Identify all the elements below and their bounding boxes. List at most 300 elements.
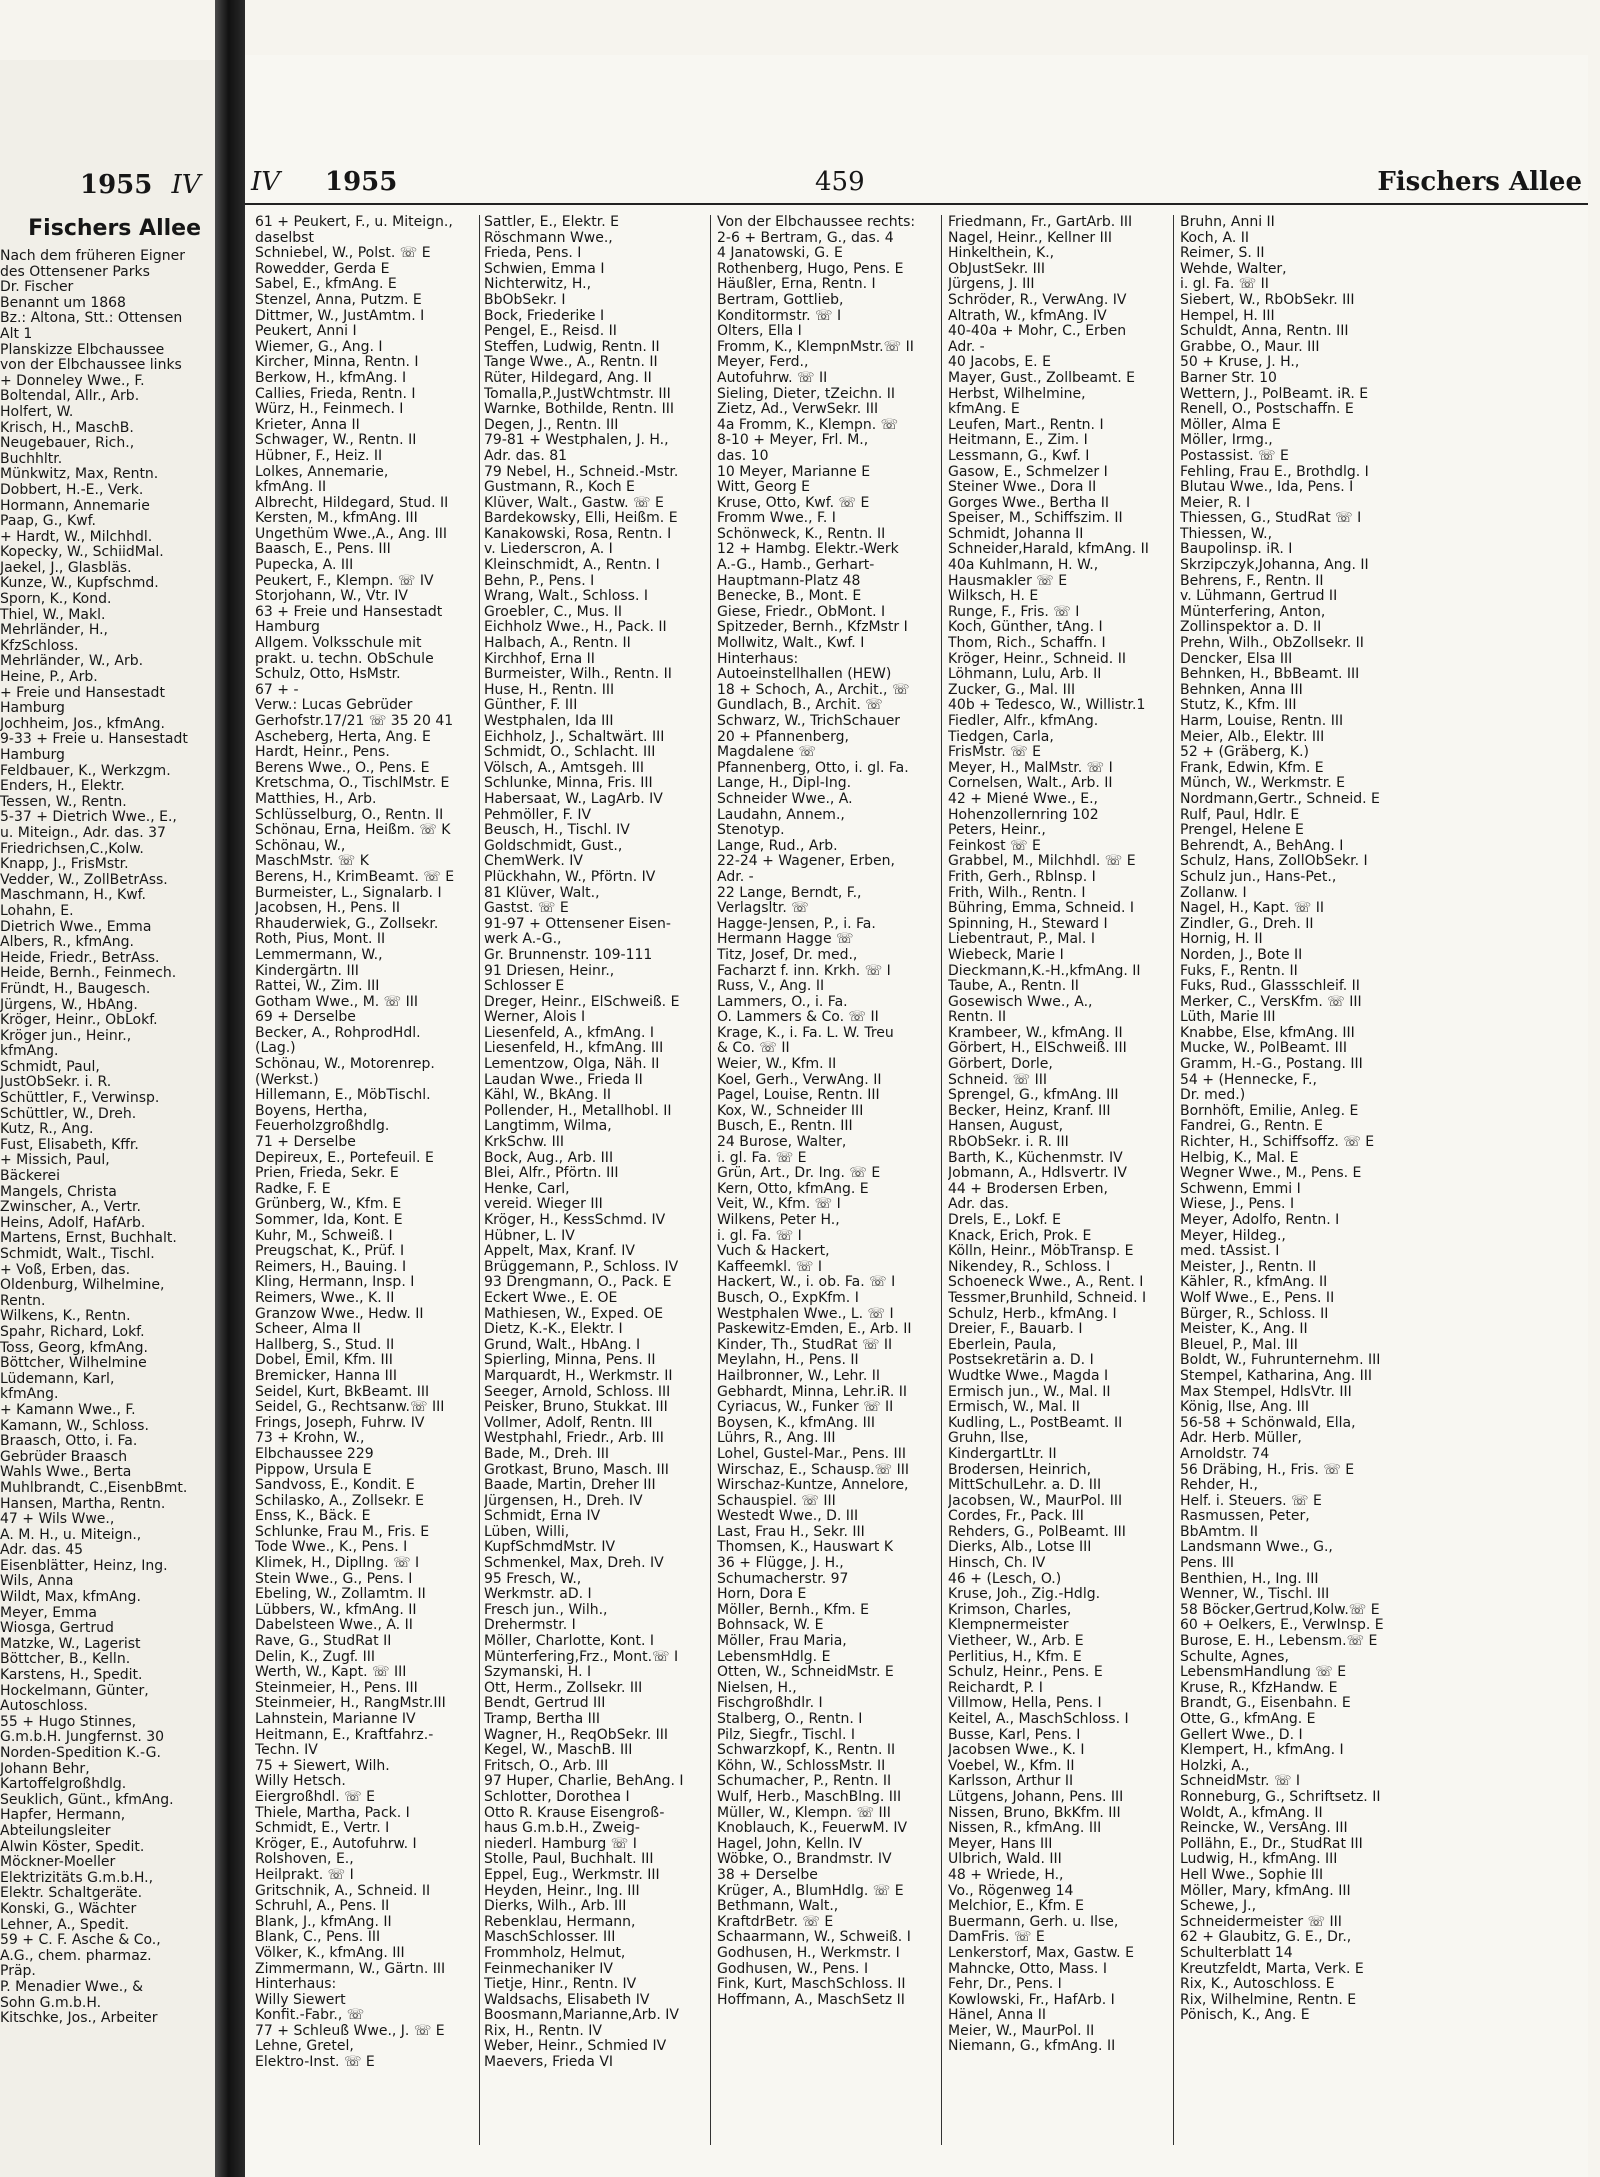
directory-entry: Nichterwitz, H., bbox=[484, 277, 592, 293]
directory-entry: Rulf, Paul, Hdlr. E bbox=[1180, 807, 1300, 823]
directory-entry: Schruhl, A., Pens. II bbox=[255, 1899, 390, 1915]
directory-entry: Peukert, F., Klempn. ☏ IV bbox=[255, 573, 434, 589]
directory-entry: Blank, C., Pens. III bbox=[255, 1930, 381, 1946]
directory-entry: Goldschmidt, Gust., bbox=[484, 838, 623, 854]
directory-entry: 61 + Peukert, F., u. Miteign., bbox=[255, 215, 453, 230]
directory-entry: Schulte, Agnes, bbox=[1180, 1649, 1289, 1665]
directory-entry: Hauptmann-Platz 48 bbox=[717, 573, 861, 589]
directory-entry: Hoffmann, A., MaschSetz II bbox=[717, 1992, 905, 2008]
directory-entry: Wrang, Walt., Schloss. I bbox=[484, 589, 648, 605]
directory-entry: Lüth, Marie III bbox=[1180, 1010, 1276, 1026]
directory-entry: Last, Frau H., Sekr. III bbox=[717, 1524, 865, 1540]
directory-entry: Gramm, H.-G., Postang. III bbox=[1180, 1057, 1363, 1073]
directory-entry: 4 Janatowski, G. E bbox=[717, 246, 843, 262]
left-entry-line: 55 + Hugo Stinnes, bbox=[0, 1714, 137, 1730]
left-entry-line: Braasch, Otto, i. Fa. bbox=[0, 1434, 138, 1450]
directory-entry: Behrens, F., Rentn. II bbox=[1180, 573, 1324, 589]
directory-entry: Möller, Charlotte, Kont. I bbox=[484, 1634, 655, 1650]
directory-entry: Frith, Gerh., Rblnsp. I bbox=[948, 869, 1096, 885]
left-entry-line: Gebrüder Braasch bbox=[0, 1449, 128, 1465]
directory-entry: Cyriacus, W., Funker ☏ II bbox=[717, 1400, 894, 1416]
directory-entry: Schlosser E bbox=[484, 979, 565, 995]
directory-entry: Henke, Carl, bbox=[484, 1181, 570, 1197]
directory-entry: Dabelsteen Wwe., A. II bbox=[255, 1618, 413, 1634]
directory-entry: Laudan Wwe., Frieda II bbox=[484, 1072, 643, 1088]
directory-entry: Kircher, Minna, Rentn. I bbox=[255, 355, 419, 371]
directory-entry: 20 + Pfannenberg, bbox=[717, 729, 849, 745]
directory-entry: Dittmer, W., JustAmtm. I bbox=[255, 308, 425, 324]
left-entry-line: Mehrländer, W., Arb. bbox=[0, 654, 144, 670]
left-entry-line: P. Menadier Wwe., & bbox=[0, 1979, 144, 1995]
directory-entry: Günther, F. III bbox=[484, 698, 578, 714]
directory-entry: SchneidMstr. ☏ I bbox=[1180, 1774, 1301, 1790]
directory-entry: Horn, Dora E bbox=[717, 1587, 807, 1603]
directory-entry: 97 Huper, Charlie, BehAng. I bbox=[484, 1774, 684, 1790]
directory-entry: Huse, H., Rentn. III bbox=[484, 682, 615, 698]
directory-entry: Westedt Wwe., D. III bbox=[717, 1509, 859, 1525]
left-entry-line: Jochheim, Jos., kfmAng. bbox=[0, 716, 165, 732]
right-page bbox=[245, 55, 1588, 2177]
directory-entry: Benthien, H., Ing. III bbox=[1180, 1571, 1319, 1587]
directory-entry: Dieckmann,K.-H.,kfmAng. II bbox=[948, 963, 1141, 979]
directory-entry: Wettern, J., PolBeamt. iR. E bbox=[1180, 386, 1369, 402]
left-entry-line: Wiosga, Gertrud bbox=[0, 1621, 114, 1637]
left-entry-line: Feldbauer, K., Werkzgm. bbox=[0, 763, 171, 779]
directory-entry: Dobel, Emil, Kfm. III bbox=[255, 1353, 393, 1369]
directory-entry: Autoeinstellhallen (HEW) bbox=[717, 667, 892, 683]
left-entry-line: Spahr, Richard, Lokf. bbox=[0, 1324, 145, 1340]
directory-entry: Postassist. ☏ E bbox=[1180, 448, 1289, 464]
directory-entry: Zollinspektor a. D. II bbox=[1180, 620, 1322, 636]
directory-entry: Schuldt, Anna, Rentn. III bbox=[1180, 324, 1349, 340]
directory-entry: Hinkelthein, K., bbox=[948, 246, 1055, 262]
directory-entry: Bornhöft, Emilie, Anleg. E bbox=[1180, 1103, 1359, 1119]
left-entry-line: Buchhltr. bbox=[0, 451, 63, 467]
directory-entry: Meier, W., MaurPol. II bbox=[948, 2023, 1095, 2039]
directory-entry: Dierks, Wilh., Arb. III bbox=[484, 1899, 627, 1915]
directory-column-4 bbox=[948, 215, 1174, 2145]
directory-entry: Tiedgen, Carla, bbox=[948, 729, 1054, 745]
directory-entry: Godhusen, W., Pens. I bbox=[717, 1961, 869, 1977]
directory-entry: 22 Lange, Berndt, F., bbox=[717, 885, 862, 901]
left-entry-line: Albers, R., kfmAng. bbox=[0, 935, 134, 951]
directory-entry: BbAmtm. II bbox=[1180, 1524, 1258, 1540]
directory-entry: Hailbronner, W., Lehr. II bbox=[717, 1368, 881, 1384]
directory-entry: Villmow, Hella, Pens. I bbox=[948, 1696, 1102, 1712]
directory-entry: Buermann, Gerh. u. Ilse, bbox=[948, 1914, 1119, 1930]
left-header-roman: IV bbox=[171, 170, 201, 200]
directory-entry: Lessmann, G., Kwf. I bbox=[948, 448, 1090, 464]
directory-entry: Seeger, Arnold, Schloss. III bbox=[484, 1384, 671, 1400]
left-entry-line: Kröger jun., Heinr., bbox=[0, 1028, 132, 1044]
directory-entry: Adr. das. 81 bbox=[484, 448, 568, 464]
directory-entry: Adr. - bbox=[717, 869, 754, 885]
left-entry-line: Bz.: Altona, Stt.: Ottensen bbox=[0, 311, 183, 327]
directory-entry: Sommer, Ida, Kont. E bbox=[255, 1213, 403, 1228]
left-entry-line: Mangels, Christa bbox=[0, 1184, 117, 1200]
directory-entry: Stempel, Katharina, Ang. III bbox=[1180, 1368, 1372, 1384]
directory-entry: Autofuhrw. ☏ II bbox=[717, 370, 828, 386]
directory-entry: Beusch, H., Tischl. IV bbox=[484, 823, 630, 839]
directory-entry: Lahnstein, Marianne IV bbox=[255, 1712, 416, 1727]
directory-entry: Heilprakt. ☏ I bbox=[255, 1867, 354, 1883]
directory-entry: Thomsen, K., Hauswart K bbox=[717, 1540, 894, 1556]
left-page-entries bbox=[0, 245, 215, 2027]
directory-entry: Weber, Heinr., Schmied IV bbox=[484, 2039, 667, 2055]
directory-entry: Frieda, Pens. I bbox=[484, 246, 582, 262]
directory-entry: Lenkerstorf, Max, Gastw. E bbox=[948, 1945, 1134, 1961]
directory-entry: Wudtke Wwe., Magda I bbox=[948, 1368, 1109, 1384]
directory-entry: Klimek, H., Diplİng. ☏ I bbox=[255, 1556, 420, 1572]
directory-entry: 77 + Schleuß Wwe., J. ☏ E bbox=[255, 2023, 445, 2039]
book-gutter bbox=[215, 0, 245, 2177]
directory-entry: vereid. Wieger III bbox=[484, 1197, 603, 1213]
directory-entry: 56-58 + Schönwald, Ella, bbox=[1180, 1415, 1356, 1431]
directory-entry: Magdalene ☏ bbox=[717, 745, 816, 761]
directory-entry: Burmeister, L., Signalarb. I bbox=[255, 885, 442, 901]
directory-entry: v. Liederscron, A. I bbox=[484, 542, 613, 558]
directory-entry: Halbach, A., Rentn. II bbox=[484, 636, 631, 652]
directory-entry: Burmeister, Wilh., Rentn. II bbox=[484, 667, 672, 683]
directory-entry: Dreier, F., Bauarb. I bbox=[948, 1322, 1083, 1338]
directory-entry: Eckert Wwe., E. OE bbox=[484, 1290, 618, 1306]
directory-entry: Wiemer, G., Ang. I bbox=[255, 339, 383, 355]
directory-entry: Völker, K., kfmAng. III bbox=[255, 1945, 405, 1961]
directory-entry: 8-10 + Meyer, Frl. M., bbox=[717, 433, 869, 449]
directory-entry: Klempnermeister bbox=[948, 1618, 1069, 1634]
directory-entry: Heyden, Heinr., Ing. III bbox=[484, 1883, 640, 1899]
directory-entry: Rothenberg, Hugo, Pens. E bbox=[717, 261, 904, 277]
directory-entry: Hermann Hagge ☏ bbox=[717, 932, 854, 948]
directory-entry: MaschSchlosser. III bbox=[484, 1930, 616, 1946]
directory-entry: Gustmann, R., Koch E bbox=[484, 480, 635, 496]
directory-entry: Koch, A. II bbox=[1180, 230, 1250, 246]
directory-entry: Konditormstr. ☏ I bbox=[717, 308, 842, 324]
directory-entry: 40 Jacobs, E. E bbox=[948, 355, 1051, 371]
directory-entry: Otten, W., SchneidMstr. E bbox=[717, 1665, 894, 1681]
directory-entry: Pens. III bbox=[1180, 1556, 1235, 1572]
directory-entry: Tramp, Bertha III bbox=[484, 1712, 601, 1727]
left-entry-line: Kröger, Heinr., ObLokf. bbox=[0, 1013, 158, 1029]
left-entry-line: 47 + Wils Wwe., bbox=[0, 1512, 115, 1528]
directory-entry: Schmidt, O., Schlacht. III bbox=[484, 745, 656, 761]
directory-entry: Runge, F., Fris. ☏ I bbox=[948, 604, 1080, 620]
directory-column-5 bbox=[1180, 215, 1408, 2145]
directory-entry: Mathiesen, W., Exped. OE bbox=[484, 1306, 664, 1322]
directory-entry: Meyer, Ferd., bbox=[717, 355, 809, 371]
directory-entry: Delin, K., Zugf. III bbox=[255, 1649, 376, 1665]
directory-entry: Tange Wwe., A., Rentn. II bbox=[484, 355, 658, 371]
directory-entry: Schumacher, P., Rentn. II bbox=[717, 1774, 892, 1790]
left-entry-line: Maschmann, H., Kwf. bbox=[0, 888, 147, 904]
directory-entry: Westphalen, Ida III bbox=[484, 714, 614, 729]
directory-entry: Spitzeder, Bernh., KfzMstr I bbox=[717, 620, 908, 636]
left-entry-line: Martens, Ernst, Buchhalt. bbox=[0, 1231, 177, 1247]
directory-entry: Schwenn, Emmi I bbox=[1180, 1181, 1301, 1197]
directory-entry: Reimers, H., Bauing. I bbox=[255, 1259, 407, 1275]
directory-entry: LebensmHandlung ☏ E bbox=[1180, 1665, 1347, 1681]
directory-entry: Frings, Joseph, Fuhrw. IV bbox=[255, 1415, 425, 1431]
directory-entry: Stalberg, O., Rentn. I bbox=[717, 1712, 863, 1727]
directory-entry: Schewe, J., bbox=[1180, 1899, 1257, 1915]
directory-entry: Kröger, H., KessSchmd. IV bbox=[484, 1213, 666, 1228]
directory-entry: Meyer, Hildeg., bbox=[1180, 1228, 1286, 1244]
directory-entry: i. gl. Fa. ☏ II bbox=[1180, 277, 1269, 293]
directory-entry: Fromm, K., KlempnMstr.☏ II bbox=[717, 339, 914, 355]
directory-entry: Schneider Wwe., A. bbox=[717, 791, 853, 807]
directory-entry: Rasmussen, Peter, bbox=[1180, 1509, 1310, 1525]
directory-entry: Seidel, G., Rechtsanw.☏ III bbox=[255, 1400, 445, 1416]
directory-entry: Feinkost ☏ E bbox=[948, 838, 1041, 854]
directory-entry: Kersten, M., kfmAng. III bbox=[255, 511, 418, 527]
directory-entry: 24 Burose, Walter, bbox=[717, 1135, 847, 1151]
left-entry-line: Wils, Anna bbox=[0, 1574, 74, 1590]
left-entry-line: Krisch, H., MaschB. bbox=[0, 420, 134, 436]
left-entry-line: Paap, G., Kwf. bbox=[0, 514, 96, 530]
directory-entry: Waldsachs, Elisabeth IV bbox=[484, 1992, 650, 2008]
directory-entry: Elektro-Inst. ☏ E bbox=[255, 2055, 375, 2071]
directory-entry: Kegel, W., MaschB. III bbox=[484, 1743, 633, 1759]
directory-entry: Granzow Wwe., Hedw. II bbox=[255, 1306, 424, 1322]
directory-entry: Kröger, Heinr., Schneid. II bbox=[948, 651, 1126, 667]
directory-entry: Werkmstr. aD. I bbox=[484, 1587, 592, 1603]
directory-entry: Münch, W., Werkmstr. E bbox=[1180, 776, 1346, 792]
left-entry-line: Jaekel, J., Glasbläs. bbox=[0, 560, 132, 576]
directory-entry: Szymanski, H. I bbox=[484, 1665, 592, 1681]
directory-entry: Röschmann Wwe., bbox=[484, 230, 613, 246]
directory-entry: DamFris. ☏ E bbox=[948, 1930, 1045, 1946]
directory-entry: KraftdrBetr. ☏ E bbox=[717, 1914, 834, 1930]
directory-entry: Schulz jun., Hans-Pet., bbox=[1180, 869, 1337, 885]
directory-entry: Köhn, W., SchlossMstr. II bbox=[717, 1758, 886, 1774]
directory-entry: Wehde, Walter, bbox=[1180, 261, 1287, 277]
directory-entry: Steinmeier, H., Pens. III bbox=[255, 1680, 418, 1696]
header-year: 1955 bbox=[325, 167, 398, 197]
directory-entry: Grabbel, M., Milchhdl. ☏ E bbox=[948, 854, 1136, 870]
directory-entry: Niemann, G., kfmAng. II bbox=[948, 2039, 1116, 2055]
left-entry-line: Kitschke, Jos., Arbeiter bbox=[0, 2011, 158, 2027]
left-entry-line: Kamann, W., Schloss. bbox=[0, 1418, 149, 1434]
directory-entry: Werth, W., Kapt. ☏ III bbox=[255, 1665, 407, 1681]
directory-entry: Schneider,Harald, kfmAng. II bbox=[948, 542, 1149, 558]
directory-entry: Schönau, W., bbox=[255, 838, 346, 854]
directory-entry: Bade, M., Dreh. III bbox=[484, 1446, 610, 1462]
directory-entry: Groebler, C., Mus. II bbox=[484, 604, 623, 620]
directory-entry: Becker, A., RohprodHdl. bbox=[255, 1025, 421, 1041]
directory-entry: Kruse, R., KfzHandw. E bbox=[1180, 1680, 1338, 1696]
directory-entry: Kudling, L., PostBeamt. II bbox=[948, 1415, 1123, 1431]
directory-entry: Bohnsack, W. E bbox=[717, 1618, 824, 1634]
directory-entry: 58 Böcker,Gertrud,Kolw.☏ E bbox=[1180, 1602, 1380, 1618]
left-page bbox=[0, 60, 217, 2177]
directory-entry: Merker, C., VersKfm. ☏ III bbox=[1180, 994, 1362, 1010]
directory-entry: Krage, K., i. Fa. L. W. Treu bbox=[717, 1025, 894, 1041]
directory-entry: Jacobsen, W., MaurPol. III bbox=[948, 1493, 1123, 1509]
directory-entry: Zimmermann, W., Gärtn. III bbox=[255, 1961, 446, 1977]
directory-entry: Gastst. ☏ E bbox=[484, 901, 569, 917]
directory-entry: Kinder, Th., StudRat ☏ II bbox=[717, 1337, 893, 1353]
directory-entry: Boldt, W., Fuhrunternehm. III bbox=[1180, 1353, 1381, 1369]
directory-entry: Reichardt, P. I bbox=[948, 1680, 1043, 1696]
directory-entry: 2-6 + Bertram, G., das. 4 bbox=[717, 230, 894, 246]
directory-entry: Gebhardt, Minna, Lehr.iR. II bbox=[717, 1384, 908, 1400]
directory-entry: A.-G., Hamb., Gerhart- bbox=[717, 558, 875, 574]
directory-entry: Westphalen Wwe., L. ☏ I bbox=[717, 1306, 894, 1322]
directory-entry: Hamburg bbox=[255, 620, 320, 636]
directory-entry: Schulz, Hans, ZollObSekr. I bbox=[1180, 854, 1368, 870]
directory-entry: Kuhr, M., Schweiß. I bbox=[255, 1228, 393, 1244]
directory-entry: Kreutzfeldt, Marta, Verk. E bbox=[1180, 1961, 1364, 1977]
left-entry-line: des Ottensener Parks bbox=[0, 264, 150, 280]
directory-entry: Lührs, R., Ang. III bbox=[717, 1431, 836, 1447]
directory-entry: RbObSekr. i. R. III bbox=[948, 1135, 1069, 1151]
directory-entry: Zindler, G., Dreh. II bbox=[1180, 916, 1314, 932]
directory-entry: Leufen, Mart., Rentn. I bbox=[948, 417, 1104, 433]
directory-entry: Bürger, R., Schloss. II bbox=[1180, 1306, 1329, 1322]
directory-entry: Ermisch, W., Mal. II bbox=[948, 1400, 1080, 1416]
directory-entry: 42 + Miené Wwe., E., bbox=[948, 791, 1098, 807]
directory-entry: Stein Wwe., G., Pens. I bbox=[255, 1571, 413, 1587]
directory-entry: Schniebel, W., Polst. ☏ E bbox=[255, 246, 431, 262]
left-entry-line: Wildt, Max, kfmAng. bbox=[0, 1590, 141, 1606]
directory-entry: Lüben, Willi, bbox=[484, 1524, 570, 1540]
left-entry-line: Dobbert, H.-E., Verk. bbox=[0, 482, 144, 498]
directory-entry: Mayer, Gust., Zollbeamt. E bbox=[948, 370, 1135, 386]
directory-entry: Gr. Brunnenstr. 109-111 bbox=[484, 947, 653, 963]
directory-entry: Kindergärtn. III bbox=[255, 963, 359, 979]
directory-entry: Jacobsen, H., Pens. II bbox=[255, 901, 401, 917]
directory-entry: Schlunke, Minna, Fris. III bbox=[484, 776, 653, 792]
left-entry-line: Alt 1 bbox=[0, 326, 33, 342]
directory-column-3 bbox=[717, 215, 942, 2145]
directory-entry: Hallberg, S., Stud. II bbox=[255, 1337, 395, 1353]
directory-entry: Peukert, Anni I bbox=[255, 324, 357, 340]
left-entry-line: Autoschloss. bbox=[0, 1699, 88, 1715]
directory-entry: Hänel, Anna II bbox=[948, 2008, 1046, 2024]
directory-entry: Wolf Wwe., E., Pens. II bbox=[1180, 1290, 1335, 1306]
left-entry-line: A. M. H., u. Miteign., bbox=[0, 1527, 142, 1543]
directory-entry: Schlunke, Frau M., Fris. E bbox=[255, 1524, 430, 1540]
directory-entry: Prengel, Helene E bbox=[1180, 823, 1304, 839]
directory-entry: 73 + Krohn, W., bbox=[255, 1431, 365, 1447]
left-entry-line: Jürgens, W., HbAng. bbox=[0, 997, 138, 1013]
directory-entry: 62 + Glaubitz, G. E., Dr., bbox=[1180, 1930, 1352, 1946]
directory-entry: 12 + Hambg. Elektr.-Werk bbox=[717, 542, 899, 558]
directory-entry: Jürgens, J. III bbox=[948, 277, 1035, 293]
left-entry-line: Fust, Elisabeth, Kffr. bbox=[0, 1137, 139, 1153]
directory-entry: Adr. - bbox=[948, 339, 985, 355]
left-entry-line: Hormann, Annemarie bbox=[0, 498, 150, 514]
directory-entry: Rüter, Hildegard, Ang. II bbox=[484, 370, 652, 386]
directory-entry: Görbert, Dorle, bbox=[948, 1057, 1053, 1073]
directory-entry: Fritsch, O., Arb. III bbox=[484, 1758, 609, 1774]
directory-entry: Thiele, Martha, Pack. I bbox=[255, 1805, 410, 1821]
left-entry-line: Thiel, W., Makl. bbox=[0, 607, 106, 623]
left-entry-line: Vedder, W., ZollBetrAss. bbox=[0, 872, 168, 888]
directory-entry: Jobmann, A., Hdlsvertr. IV bbox=[948, 1166, 1127, 1182]
left-entry-line: Fründt, H., Baugesch. bbox=[0, 981, 151, 997]
left-entry-line: Kopecky, W., SchiidMal. bbox=[0, 545, 164, 561]
directory-entry: Bruhn, Anni II bbox=[1180, 215, 1275, 230]
left-entry-line: Seuklich, Günt., kfmAng. bbox=[0, 1792, 174, 1808]
directory-entry: Zucker, G., Mal. III bbox=[948, 682, 1076, 698]
left-entry-line: Neugebauer, Rich., bbox=[0, 436, 135, 452]
directory-entry: Schwien, Emma I bbox=[484, 261, 605, 277]
left-entry-line: + Donneley Wwe., F. bbox=[0, 373, 145, 389]
directory-entry: Schwarz, W., TrichSchauer bbox=[717, 714, 901, 729]
directory-entry: Kanakowski, Rosa, Rentn. I bbox=[484, 526, 672, 542]
directory-entry: Holzki, A., bbox=[1180, 1758, 1250, 1774]
directory-entry: 91 Driesen, Heinr., bbox=[484, 963, 615, 979]
page-header bbox=[245, 167, 1588, 205]
left-entry-line: Schüttler, F., Verwinsp. bbox=[0, 1091, 160, 1107]
directory-entry: Kleinschmidt, A., Rentn. I bbox=[484, 558, 660, 574]
left-entry-line: Elektrizitäts G.m.b.H., bbox=[0, 1870, 154, 1886]
directory-entry: Spierling, Minna, Pens. II bbox=[484, 1353, 656, 1369]
directory-entry: Kern, Otto, kfmAng. E bbox=[717, 1181, 869, 1197]
directory-entry: Helbig, K., Mal. E bbox=[1180, 1150, 1299, 1166]
directory-entry: Otte, G., kfmAng. E bbox=[1180, 1712, 1316, 1727]
directory-entry: Pilz, Siegfr., Tischl. I bbox=[717, 1727, 855, 1743]
directory-entry: 71 + Derselbe bbox=[255, 1135, 356, 1151]
directory-entry: 81 Klüver, Walt., bbox=[484, 885, 600, 901]
directory-entry: Liesenfeld, H., kfmAng. III bbox=[484, 1041, 664, 1057]
directory-entry: Dr. med.) bbox=[1180, 1088, 1246, 1104]
directory-entry: Heitmann, E., Kraftfahrz.- bbox=[255, 1727, 434, 1743]
left-entry-line: Abteilungsleiter bbox=[0, 1823, 111, 1839]
directory-entry: Bardekowsky, Elli, Heißm. E bbox=[484, 511, 678, 527]
directory-entry: Bühring, Emma, Schneid. I bbox=[948, 901, 1135, 917]
directory-entry: Brüggemann, P., Schloss. IV bbox=[484, 1259, 679, 1275]
directory-entry: Eppel, Eug., Werkmstr. III bbox=[484, 1867, 660, 1883]
directory-entry: Gotham Wwe., M. ☏ III bbox=[255, 994, 419, 1010]
directory-entry: Altrath, W., kfmAng. IV bbox=[948, 308, 1107, 324]
directory-entry: Bleuel, P., Mal. III bbox=[1180, 1337, 1298, 1353]
directory-entry: Behrendt, A., BehAng. I bbox=[1180, 838, 1344, 854]
directory-entry: Gellert Wwe., D. I bbox=[1180, 1727, 1303, 1743]
directory-entry: Lange, H., Dipl-Ing. bbox=[717, 776, 852, 792]
directory-entry: Herbst, Wilhelmine, bbox=[948, 386, 1086, 402]
directory-entry: Taube, A., Rentn. II bbox=[948, 979, 1079, 995]
directory-entry: Fischgroßhdlr. I bbox=[717, 1696, 823, 1712]
directory-entry: Fresch jun., Wilh., bbox=[484, 1602, 608, 1618]
left-entry-line: Kutz, R., Ang. bbox=[0, 1122, 94, 1138]
directory-entry: Marquardt, H., Werkmstr. II bbox=[484, 1368, 673, 1384]
directory-entry: Barner Str. 10 bbox=[1180, 370, 1277, 386]
directory-entry: Schlüsselburg, O., Rentn. II bbox=[255, 807, 444, 823]
directory-entry: Gruhn, Ilse, bbox=[948, 1431, 1029, 1447]
directory-entry: Matthies, H., Arb. bbox=[255, 791, 377, 807]
directory-entry: Sprengel, G., kfmAng. III bbox=[948, 1088, 1119, 1104]
directory-entry: Jürgensen, H., Dreh. IV bbox=[484, 1493, 643, 1509]
directory-entry: Langtimm, Wilma, bbox=[484, 1119, 612, 1135]
directory-entry: Thom, Rich., Schaffn. I bbox=[948, 636, 1106, 652]
directory-entry: Lange, Rud., Arb. bbox=[717, 838, 838, 854]
left-entry-line: Schmidt, Paul, bbox=[0, 1059, 100, 1075]
directory-entry: Knoblauch, K., FeuerwM. IV bbox=[717, 1821, 908, 1837]
directory-entry: Bethmann, Walt., bbox=[717, 1899, 839, 1915]
directory-entry: Meister, K., Ang. II bbox=[1180, 1322, 1308, 1338]
directory-entry: Gosewisch Wwe., A., bbox=[948, 994, 1093, 1010]
directory-entry: Berens Wwe., O., Pens. E bbox=[255, 760, 430, 776]
directory-entry: Münterfering,Frz., Mont.☏ I bbox=[484, 1649, 679, 1665]
directory-entry: Verw.: Lucas Gebrüder bbox=[255, 698, 413, 714]
directory-entry: Lementzow, Olga, Näh. II bbox=[484, 1057, 660, 1073]
directory-entry: Hell Wwe., Sophie III bbox=[1180, 1867, 1324, 1883]
directory-entry: Pollähn, E., Dr., StudRat III bbox=[1180, 1836, 1363, 1852]
directory-entry: Kling, Hermann, Insp. I bbox=[255, 1275, 415, 1291]
left-entry-line: Hapfer, Hermann, bbox=[0, 1808, 126, 1824]
